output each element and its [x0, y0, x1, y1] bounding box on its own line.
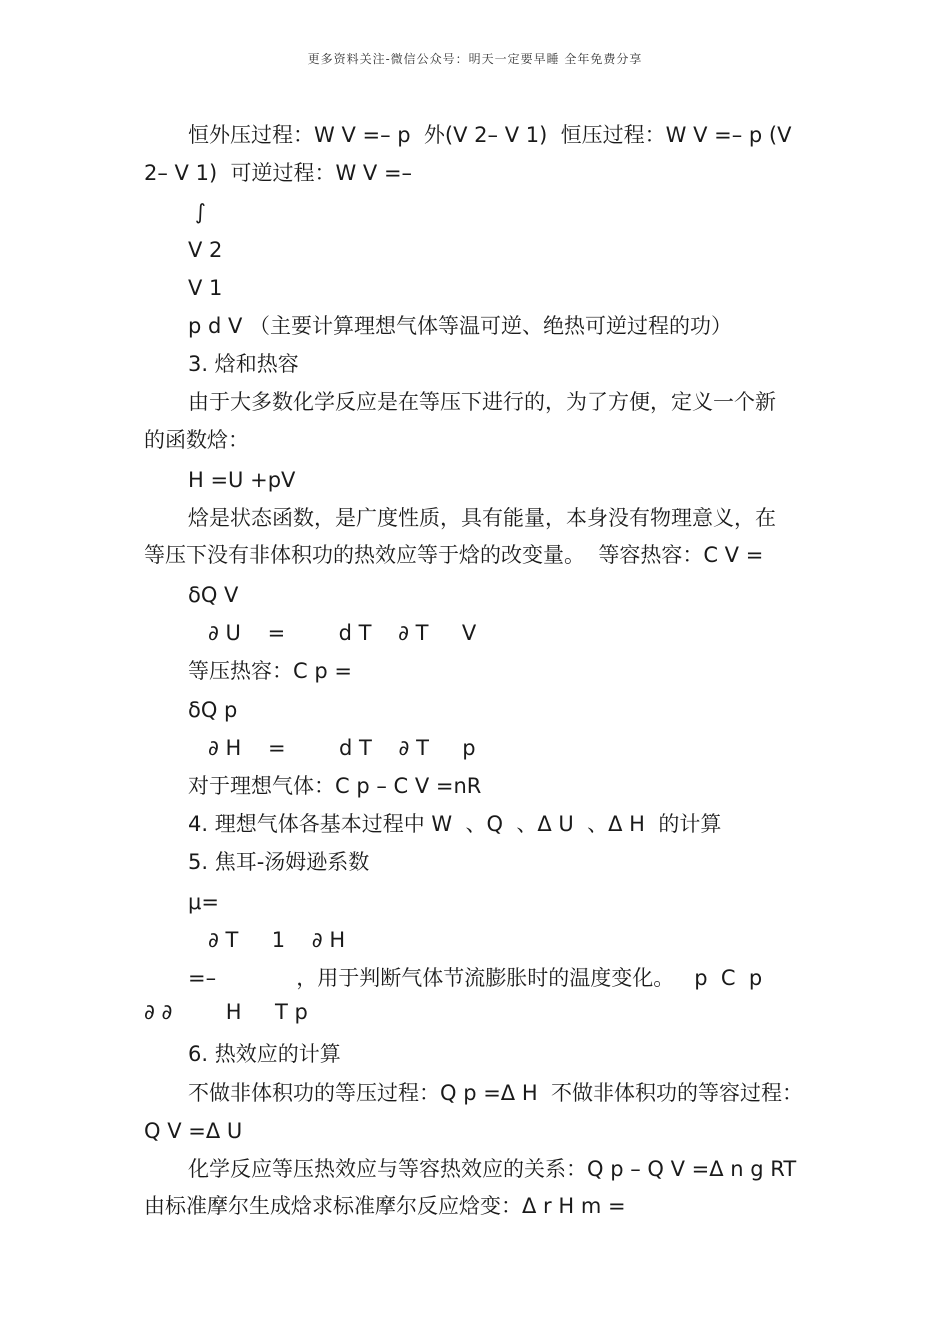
page-header: 更多资料关注-微信公众号：明天一定要早睡 全年免费分享: [307, 52, 643, 66]
formula-line: H =U +pV: [188, 468, 296, 492]
text-line: V 1: [188, 276, 223, 300]
formula-line: μ=: [188, 890, 219, 914]
section-heading: 5. 焦耳-汤姆逊系数: [188, 850, 370, 874]
text-line: 的函数焓：: [144, 428, 249, 452]
formula-line: δQ p: [188, 698, 238, 722]
text-line: V 2: [188, 238, 223, 262]
text-line: 由于大多数化学反应是在等压下进行的，为了方便，定义一个新: [188, 390, 776, 414]
text-line: 恒外压过程：W V =– p 外(V 2– V 1) 恒压过程：W V =– p (V: [188, 123, 792, 147]
text-line: Q V =Δ U: [144, 1119, 243, 1143]
integral-sign: ∫: [195, 200, 206, 224]
text-line: 对于理想气体：C p – C V =nR: [188, 774, 482, 798]
formula-line: ∂ H = d T ∂ T p: [208, 736, 476, 760]
text-line: 由标准摩尔生成焓求标准摩尔反应焓变：Δ r H m =: [144, 1194, 626, 1218]
text-line: 不做非体积功的等压过程：Q p =Δ H 不做非体积功的等容过程：: [188, 1081, 803, 1105]
section-heading: 3. 焓和热容: [188, 352, 299, 376]
section-heading: 6. 热效应的计算: [188, 1042, 341, 1066]
text-line: 化学反应等压热效应与等容热效应的关系：Q p – Q V =Δ n g RT: [188, 1157, 797, 1181]
text-line: p d V （主要计算理想气体等温可逆、绝热可逆过程的功）: [188, 314, 733, 338]
text-line: =– ，用于判断气体节流膨胀时的温度变化。 p C p: [188, 966, 763, 990]
text-line: 焓是状态函数，是广度性质，具有能量，本身没有物理意义，在: [188, 506, 776, 530]
formula-line: ∂ U = d T ∂ T V: [208, 621, 477, 645]
formula-line: δQ V: [188, 583, 239, 607]
text-line: 2– V 1) 可逆过程：W V =–: [144, 161, 413, 185]
formula-line: ∂ ∂ H T p: [144, 1000, 308, 1024]
formula-line: ∂ T 1 ∂ H: [208, 928, 346, 952]
text-line: 等压下没有非体积功的热效应等于焓的改变量。 等容热容：C V =: [144, 543, 764, 567]
text-line: 等压热容：C p =: [188, 659, 352, 683]
section-heading: 4. 理想气体各基本过程中 W 、Q 、Δ U 、Δ H 的计算: [188, 812, 722, 836]
